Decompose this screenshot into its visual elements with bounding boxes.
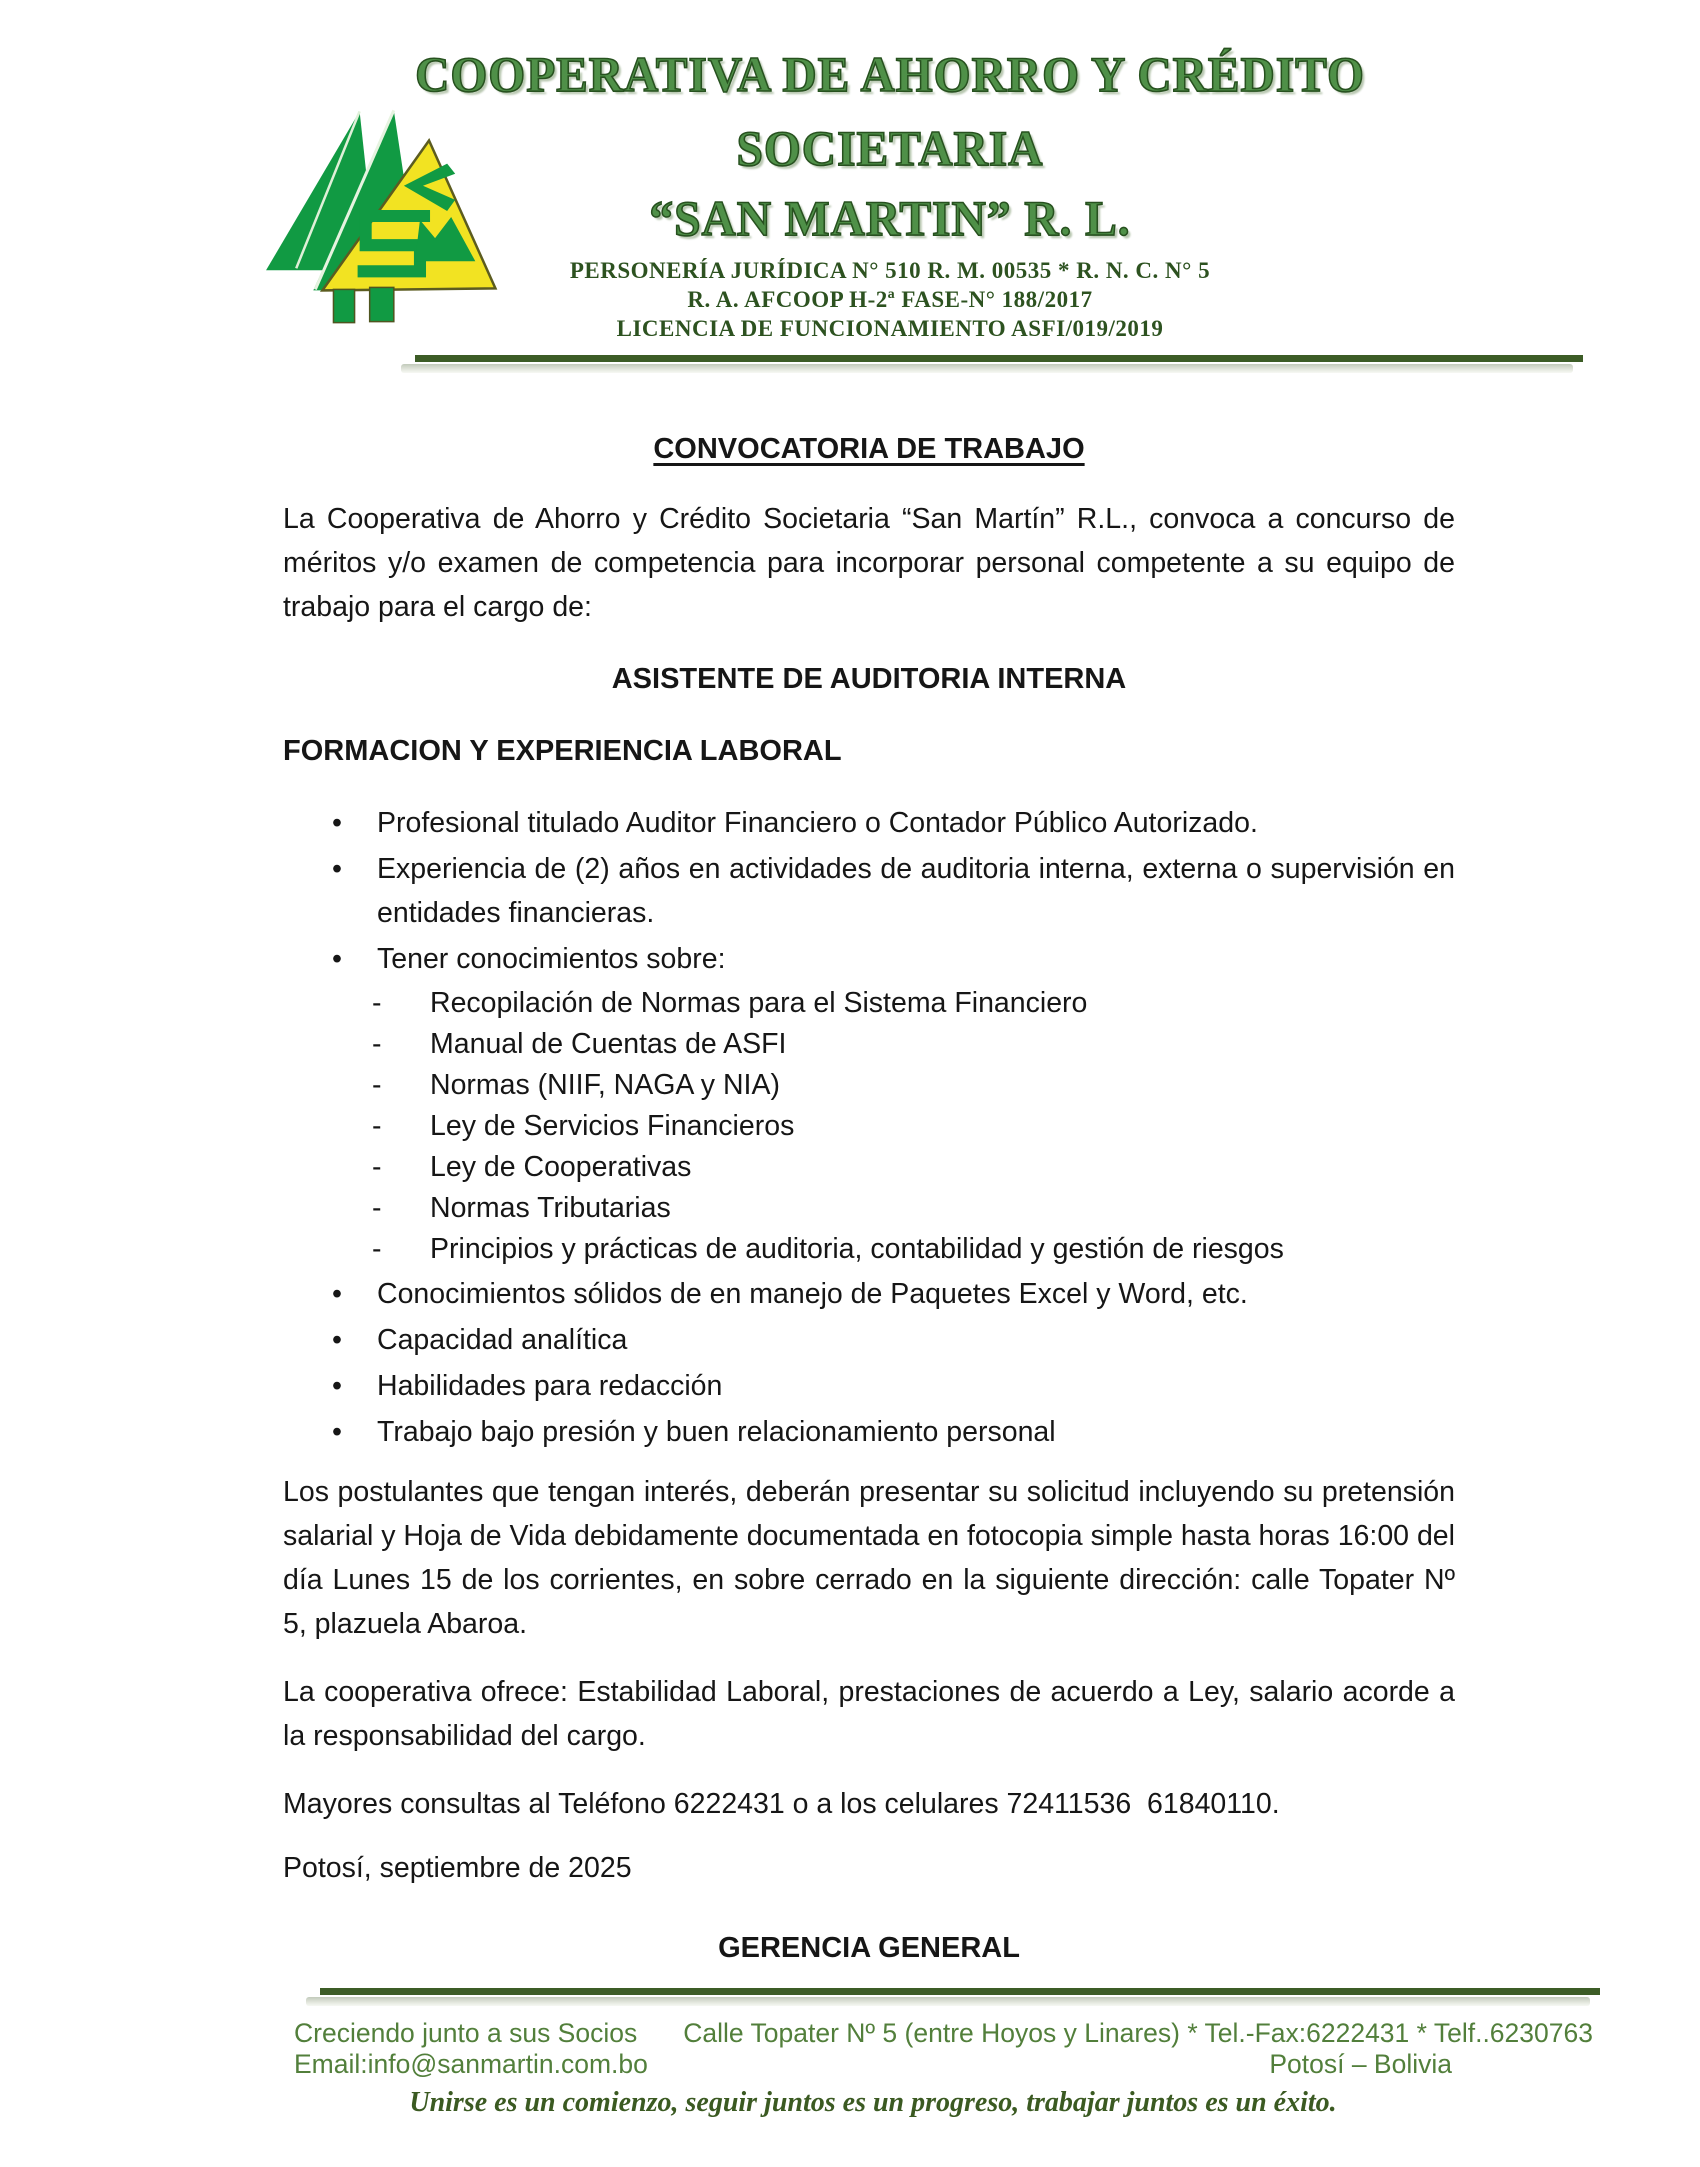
sublist-item: [283, 1147, 1455, 1188]
dateline: Potosí, septiembre de 2025: [283, 1852, 632, 1884]
page-footer: [0, 1988, 1700, 2120]
list-item: [283, 847, 1455, 935]
dash-marker: -: [372, 1110, 382, 1142]
position-title: ASISTENTE DE AUDITORIA INTERNA: [611, 663, 1127, 695]
list-item: [283, 1272, 1455, 1316]
list-item: [283, 937, 1455, 981]
list-item: [283, 801, 1455, 845]
sublist-item: [283, 983, 1455, 1024]
bullet-text: Profesional titulado Auditor Financiero o Contador Público Autorizado.: [377, 807, 1258, 839]
sublist-text: Manual de Cuentas de ASFI: [430, 1028, 787, 1060]
skills-list: [283, 1272, 1455, 1454]
sublist-item: [283, 1188, 1455, 1229]
footer-text: [0, 2006, 1700, 2120]
applicants-paragraph: Los postulantes que tengan interés, deberán presentar su solicitud incluyendo su pretensión salarial y Hoja de Vida debidamente documentada en fotocopia simple hasta horas 16:00 del día Lunes 15 de los corrientes, en sobre cerrado en la siguiente dirección: calle Topater Nº 5, plazuela Abaroa.: [283, 1476, 1455, 1640]
sublist-text: Normas (NIIF, NAGA y NIA): [430, 1069, 780, 1101]
bullet-marker: •: [332, 1416, 342, 1448]
footer-divider-bar: [320, 1988, 1600, 1995]
offer-paragraph: La cooperativa ofrece: Estabilidad Laboral, prestaciones de acuerdo a Ley, salario acorde a la responsabilidad del cargo.: [283, 1676, 1455, 1752]
signature-title: GERENCIA GENERAL: [718, 1932, 1020, 1964]
header-divider-shadow: [401, 364, 1573, 373]
dash-marker: -: [372, 1151, 382, 1183]
bullet-text: Tener conocimientos sobre:: [377, 943, 726, 975]
header-divider: [415, 355, 1583, 373]
footer-tagline: Creciendo junto a sus Socios: [294, 2018, 638, 2048]
list-item: [283, 1318, 1455, 1362]
bullet-text: Capacidad analítica: [377, 1324, 628, 1356]
sublist-item: [283, 1229, 1455, 1270]
org-name-line3: “SAN MARTIN” R. L.: [649, 190, 1131, 246]
sublist-item: [283, 1065, 1455, 1106]
document-body: [0, 427, 1700, 1970]
org-name-line1: COOPERATIVA DE AHORRO Y CRÉDITO: [415, 46, 1365, 102]
footer-address: Calle Topater Nº 5 (entre Hoyos y Linares) * Tel.-Fax:6222431 * Telf..6230763: [683, 2018, 1593, 2048]
contact-paragraph: Mayores consultas al Teléfono 6222431 o a los celulares 72411536 61840110.: [283, 1788, 1280, 1820]
logo-trunk-right: [370, 287, 394, 321]
intro-paragraph: La Cooperativa de Ahorro y Crédito Societaria “San Martín” R.L., convoca a concurso de méritos y/o examen de competencia para incorporar personal competente a su equipo de trabajo para el cargo de:: [283, 503, 1455, 623]
legal-registration-line2: R. A. AFCOOP H-2ª FASE-N° 188/2017: [687, 287, 1093, 312]
bullet-marker: •: [332, 1278, 342, 1310]
bullet-text: Experiencia de (2) años en actividades de auditoria interna, externa o supervisión en entidades financieras.: [377, 853, 1455, 929]
bullet-text: Trabajo bajo presión y buen relacionamiento personal: [377, 1416, 1056, 1448]
bullet-marker: •: [332, 1324, 342, 1356]
header-divider-bar: [415, 355, 1583, 362]
legal-registration-line3: LICENCIA DE FUNCIONAMIENTO ASFI/019/2019: [616, 316, 1164, 341]
legal-registration-line1: PERSONERÍA JURÍDICA N° 510 R. M. 00535 * R. N. C. N° 5: [569, 258, 1211, 283]
dash-marker: -: [372, 987, 382, 1019]
knowledge-sublist: [283, 983, 1455, 1270]
bullet-text: Habilidades para redacción: [377, 1370, 723, 1402]
section-heading: FORMACION Y EXPERIENCIA LABORAL: [283, 735, 842, 767]
sublist-item: [283, 1024, 1455, 1065]
sublist-text: Principios y prácticas de auditoria, contabilidad y gestión de riesgos: [430, 1233, 1284, 1265]
dash-marker: -: [372, 1028, 382, 1060]
dash-marker: -: [372, 1069, 382, 1101]
bullet-text: Conocimientos sólidos de en manejo de Paquetes Excel y Word, etc.: [377, 1278, 1248, 1310]
dash-marker: -: [372, 1233, 382, 1265]
footer-divider: [320, 1988, 1600, 2006]
dash-marker: -: [372, 1192, 382, 1224]
requirements-list: [283, 801, 1455, 981]
footer-line1: [294, 2018, 1593, 2049]
sublist-text: Ley de Servicios Financieros: [430, 1110, 795, 1142]
letterhead: [0, 0, 1700, 373]
footer-divider-shadow: [306, 1997, 1590, 2006]
footer-location: Potosí – Bolivia: [1269, 2049, 1452, 2079]
footer-motto: Unirse es un comienzo, seguir juntos es un progreso, trabajar juntos es un éxito.: [409, 2087, 1337, 2118]
sublist-text: Normas Tributarias: [430, 1192, 671, 1224]
bullet-marker: •: [332, 853, 342, 885]
sublist-item: [283, 1106, 1455, 1147]
list-item: [283, 1364, 1455, 1408]
list-item: [283, 1410, 1455, 1454]
logo-trunk-left: [333, 289, 354, 322]
footer-email: Email:info@sanmartin.com.bo: [294, 2049, 648, 2079]
sublist-text: Recopilación de Normas para el Sistema Financiero: [430, 987, 1088, 1019]
sublist-text: Ley de Cooperativas: [430, 1151, 692, 1183]
bullet-marker: •: [332, 807, 342, 839]
bullet-marker: •: [332, 1370, 342, 1402]
org-name-line2: SOCIETARIA: [736, 120, 1044, 176]
footer-line2: [294, 2049, 1452, 2080]
bullet-marker: •: [332, 943, 342, 975]
document-title: CONVOCATORIA DE TRABAJO: [653, 433, 1085, 465]
